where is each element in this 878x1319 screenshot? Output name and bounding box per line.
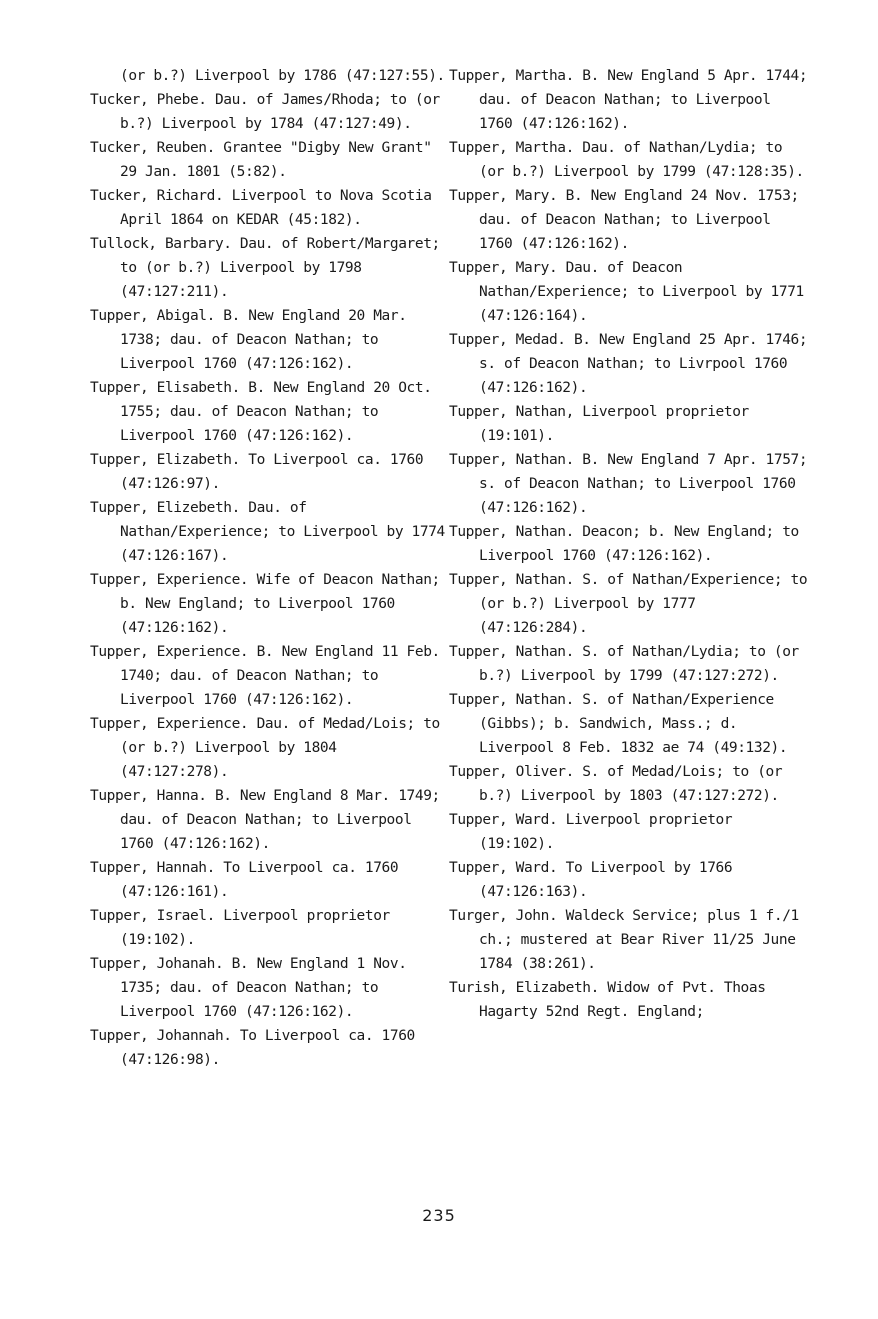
index-entry: Tupper, Mary. Dau. of Deacon Nathan/Experience; to Liverpool by 1771 (47:126:164). [449,260,804,324]
index-entry: Tupper, Israel. Liverpool proprietor (19:102). [90,908,390,948]
index-entry: Tupper, Mary. B. New England 24 Nov. 1753; dau. of Deacon Nathan; to Liverpool 1760 (47:126:162). [449,188,799,252]
index-entry: Tupper, Nathan. S. of Nathan/Experience (Gibbs); b. Sandwich, Mass.; d. Liverpool 8 Feb. 1832 ae 74 (49:132). [449,692,788,756]
left-column [90,64,450,1072]
index-entry: Turger, John. Waldeck Service; plus 1 f./1 ch.; mustered at Bear River 11/25 June 1784 (38:261). [449,908,799,972]
index-entry: Tupper, Martha. B. New England 5 Apr. 1744; dau. of Deacon Nathan; to Liverpool 1760 (47:126:162). [449,68,808,132]
index-entry: Tucker, Phebe. Dau. of James/Rhoda; to (or b.?) Liverpool by 1784 (47:127:49). [90,92,440,132]
index-entry: Tupper, Medad. B. New England 25 Apr. 1746; s. of Deacon Nathan; to Livrpool 1760 (47:126:162). [449,332,808,396]
index-entry: Tupper, Elizebeth. Dau. of Nathan/Experience; to Liverpool by 1774 (47:126:167). [90,500,445,564]
right-column [449,64,809,1024]
index-entry: Tucker, Richard. Liverpool to Nova Scotia April 1864 on KEDAR (45:182). [90,188,432,228]
index-entry: Tupper, Johannah. To Liverpool ca. 1760 (47:126:98). [90,1028,415,1068]
page-number: 235 [422,1206,456,1225]
index-entry: Tupper, Abigal. B. New England 20 Mar. 1738; dau. of Deacon Nathan; to Liverpool 1760 (47:126:162). [90,308,407,372]
index-entry: Tupper, Martha. Dau. of Nathan/Lydia; to (or b.?) Liverpool by 1799 (47:128:35). [449,140,804,180]
index-entry: Tupper, Hannah. To Liverpool ca. 1760 (47:126:161). [90,860,399,900]
index-entry: Tupper, Nathan. B. New England 7 Apr. 1757; s. of Deacon Nathan; to Liverpool 1760 (47:126:162). [449,452,808,516]
index-entry: Tupper, Nathan, Liverpool proprietor (19:101). [449,404,749,444]
index-entry: Tupper, Johanah. B. New England 1 Nov. 1735; dau. of Deacon Nathan; to Liverpool 1760 (47:126:162). [90,956,407,1020]
index-entry: Tupper, Ward. To Liverpool by 1766 (47:126:163). [449,860,733,900]
index-entry: Tupper, Nathan. Deacon; b. New England; to Liverpool 1760 (47:126:162). [449,524,799,564]
index-entry: Tupper, Ward. Liverpool proprietor (19:102). [449,812,733,852]
index-entry: Tupper, Oliver. S. of Medad/Lois; to (or b.?) Liverpool by 1803 (47:127:272). [449,764,783,804]
index-entry: Tupper, Nathan. S. of Nathan/Experience; to (or b.?) Liverpool by 1777 (47:126:284). [449,572,808,636]
index-entry: Tupper, Elizabeth. To Liverpool ca. 1760 (47:126:97). [90,452,424,492]
index-entry: Turish, Elizabeth. Widow of Pvt. Thoas Hagarty 52nd Regt. England; [449,980,766,1020]
index-entry: Tupper, Nathan. S. of Nathan/Lydia; to (or b.?) Liverpool by 1799 (47:127:272). [449,644,799,684]
index-entry: (or b.?) Liverpool by 1786 (47:127:55). [120,68,445,84]
index-entry: Tupper, Hanna. B. New England 8 Mar. 1749; dau. of Deacon Nathan; to Liverpool 1760 (47:126:162). [90,788,440,852]
index-entry: Tucker, Reuben. Grantee "Digby New Grant" 29 Jan. 1801 (5:82). [90,140,432,180]
index-entry: Tupper, Experience. B. New England 11 Feb. 1740; dau. of Deacon Nathan; to Liverpool 1760 (47:126:162). [90,644,440,708]
index-entry: Tullock, Barbary. Dau. of Robert/Margaret; to (or b.?) Liverpool by 1798 (47:127:211). [90,236,440,300]
index-entry: Tupper, Elisabeth. B. New England 20 Oct. 1755; dau. of Deacon Nathan; to Liverpool 1760 (47:126:162). [90,380,432,444]
index-entry: Tupper, Experience. Wife of Deacon Nathan; b. New England; to Liverpool 1760 (47:126:162). [90,572,440,636]
index-entry: Tupper, Experience. Dau. of Medad/Lois; to (or b.?) Liverpool by 1804 (47:127:278). [90,716,440,780]
